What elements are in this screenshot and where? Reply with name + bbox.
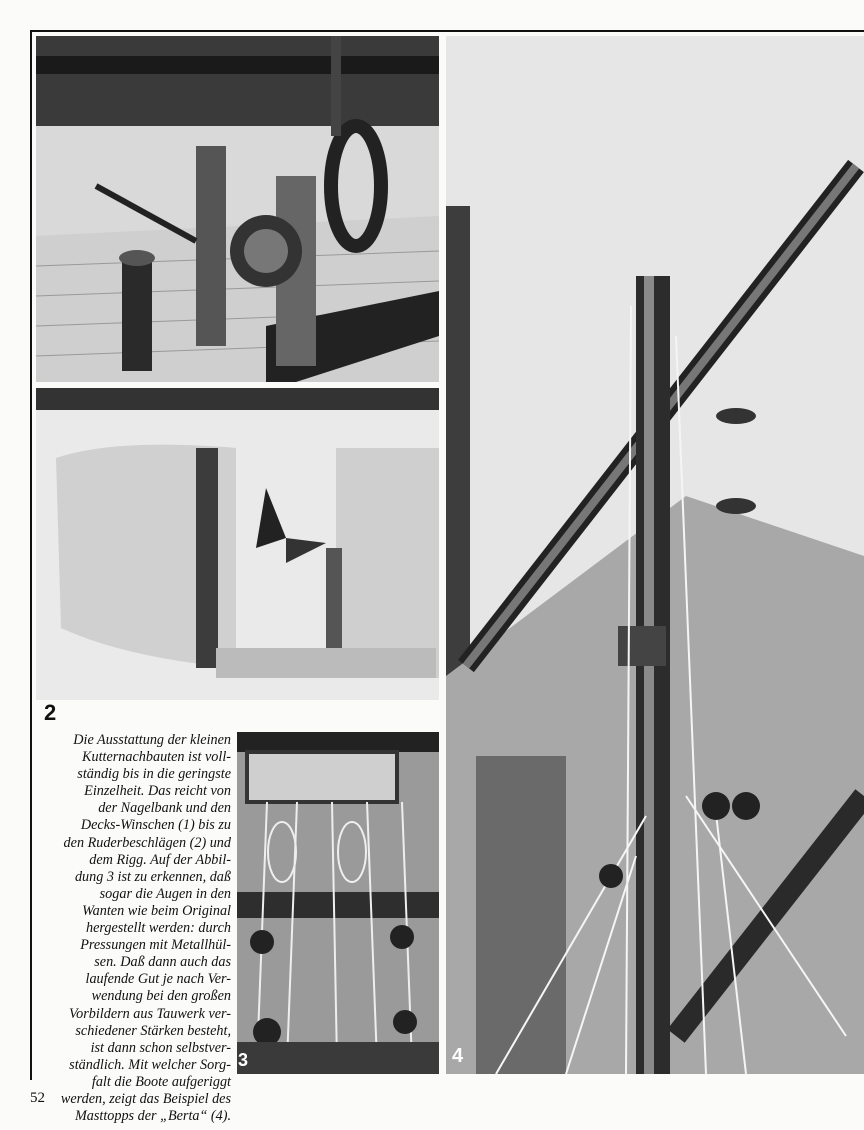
caption-line: Decks-Winschen (1) bis zu — [80, 817, 231, 834]
caption-line: Kutternachbauten ist voll- — [82, 749, 231, 766]
photo-masthead — [446, 36, 864, 1074]
caption-line: der Nagelbank und den — [98, 800, 231, 817]
caption-text — [36, 732, 231, 1125]
caption-line: dem Rigg. Auf der Abbil- — [89, 851, 231, 868]
figure-number-3: 3 — [238, 1050, 249, 1070]
figure-number-4: 4 — [452, 1045, 464, 1067]
caption-line: dung 3 ist zu erkennen, daß — [74, 868, 231, 885]
figure-number-2: 2 — [44, 700, 57, 725]
caption-line: ist dann schon selbstver- — [90, 1039, 231, 1056]
caption-line: schiedener Stärken besteht, — [75, 1022, 231, 1039]
caption-line: Vorbildern aus Tauwerk ver- — [69, 1005, 231, 1022]
caption-line: werden, zeigt das Beispiel des — [60, 1090, 231, 1107]
caption-line: Pressungen mit Metallhül- — [80, 937, 231, 954]
photo-deck-winch — [36, 36, 439, 382]
caption-line: Einzelheit. Das reicht von — [84, 783, 231, 800]
caption-line: den Ruderbeschlägen (2) und — [63, 834, 231, 851]
caption-line: ständig bis in die geringste — [77, 766, 231, 783]
caption-line: hergestellt werden: durch — [86, 920, 231, 937]
photo-shrouds-deadeyes — [237, 732, 439, 1074]
page-number: 52 — [30, 1090, 45, 1106]
caption-line: sogar die Augen in den — [99, 885, 231, 902]
caption-line: laufende Gut je nach Ver- — [85, 971, 231, 988]
caption-line: Wanten wie beim Original — [82, 902, 231, 919]
caption-line: Masttopps der „Berta“ (4). — [74, 1108, 231, 1125]
caption-line: wendung bei den großen — [91, 988, 231, 1005]
caption-line: sen. Daß dann auch das — [94, 954, 231, 971]
caption-line: falt die Boote aufgeriggt — [91, 1073, 231, 1090]
caption-line: ständlich. Mit welcher Sorg- — [69, 1056, 231, 1073]
caption-line: Die Ausstattung der kleinen — [73, 732, 231, 748]
photo-rudder-fittings — [36, 388, 439, 700]
